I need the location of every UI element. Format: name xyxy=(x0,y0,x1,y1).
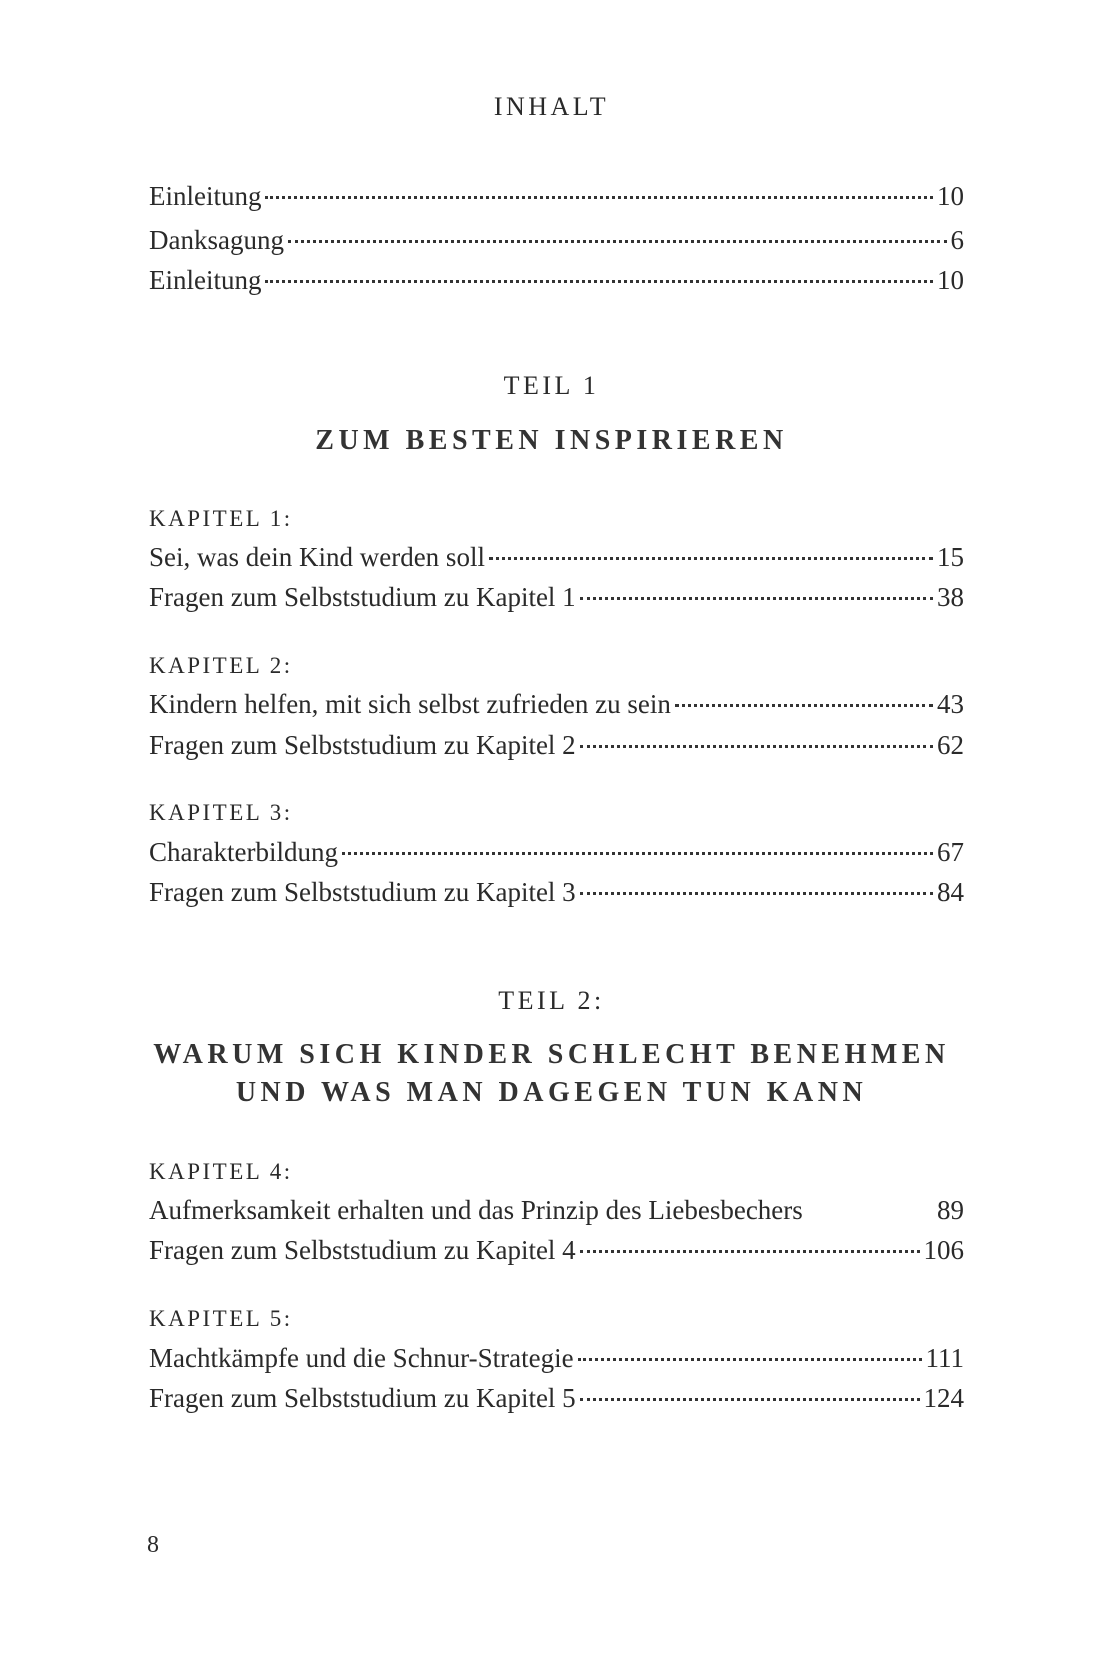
dot-leader xyxy=(580,745,933,748)
entry-page: 10 xyxy=(937,265,964,295)
entry-page: 15 xyxy=(937,542,964,572)
part-title: ZUM BESTEN INSPIRIEREN xyxy=(315,425,788,456)
toc-entry xyxy=(149,836,964,868)
entry-title: Fragen zum Selbststudium zu Kapitel 3 xyxy=(149,877,576,907)
dot-leader xyxy=(265,280,933,283)
toc-entry xyxy=(149,581,964,613)
page-number: 8 xyxy=(147,1532,159,1558)
toc-entry xyxy=(149,1342,964,1374)
toc-entry xyxy=(149,264,964,296)
toc-entry xyxy=(149,180,964,212)
entry-title: Kindern helfen, mit sich selbst zufrieden zu sein xyxy=(149,689,671,719)
toc-heading: INHALT xyxy=(493,92,610,121)
toc-entry xyxy=(149,1194,964,1226)
dot-leader xyxy=(288,240,947,243)
entry-title: Danksagung xyxy=(149,225,284,255)
toc-entry xyxy=(149,688,964,720)
part-label: TEIL 2: xyxy=(498,986,605,1015)
toc-entry xyxy=(149,1382,964,1414)
dot-leader xyxy=(580,1250,920,1253)
dot-leader xyxy=(489,557,933,560)
toc-entry xyxy=(149,224,964,256)
entry-page: 67 xyxy=(937,837,964,867)
entry-title: Fragen zum Selbststudium zu Kapitel 2 xyxy=(149,730,576,760)
chapter-label: KAPITEL 3: xyxy=(149,800,293,825)
dot-leader xyxy=(580,1398,920,1401)
entry-page: 38 xyxy=(937,582,964,612)
entry-title: Sei, was dein Kind werden soll xyxy=(149,542,485,572)
entry-title: Fragen zum Selbststudium zu Kapitel 5 xyxy=(149,1383,576,1413)
dot-leader xyxy=(580,597,933,600)
entry-title: Charakterbildung xyxy=(149,837,338,867)
entry-title: Machtkämpfe und die Schnur-Strategie xyxy=(149,1343,574,1373)
dot-leader xyxy=(342,852,933,855)
part-title-line-1: WARUM SICH KINDER SCHLECHT BENEHMEN xyxy=(153,1039,950,1070)
entry-title: Fragen zum Selbststudium zu Kapitel 1 xyxy=(149,582,576,612)
dot-leader xyxy=(265,196,933,199)
dot-leader xyxy=(675,704,933,707)
entry-page: 43 xyxy=(937,689,964,719)
entry-page: 89 xyxy=(937,1195,964,1225)
dot-leader xyxy=(580,892,933,895)
entry-page: 6 xyxy=(950,225,964,255)
entry-title: Einleitung xyxy=(149,181,262,211)
entry-title: Einleitung xyxy=(149,265,262,295)
toc-entry xyxy=(149,729,964,761)
part-title-line-2: UND WAS MAN DAGEGEN TUN KANN xyxy=(235,1077,868,1108)
toc-entry xyxy=(149,541,964,573)
entry-title: Aufmerksamkeit erhalten und das Prinzip des Liebesbechers xyxy=(149,1195,803,1225)
toc-entry xyxy=(149,1234,964,1266)
entry-page: 111 xyxy=(925,1343,964,1373)
chapter-label: KAPITEL 5: xyxy=(149,1306,293,1331)
chapter-label: KAPITEL 1: xyxy=(149,506,293,531)
entry-page: 84 xyxy=(937,877,964,907)
chapter-label: KAPITEL 4: xyxy=(149,1159,293,1184)
entry-page: 62 xyxy=(937,730,964,760)
dot-leader xyxy=(578,1358,922,1361)
entry-title: Fragen zum Selbststudium zu Kapitel 4 xyxy=(149,1235,576,1265)
chapter-label: KAPITEL 2: xyxy=(149,653,293,678)
entry-page: 106 xyxy=(923,1235,964,1265)
entry-page: 10 xyxy=(937,181,964,211)
entry-page: 124 xyxy=(923,1383,964,1413)
toc-entry xyxy=(149,876,964,908)
part-label: TEIL 1 xyxy=(503,371,600,400)
